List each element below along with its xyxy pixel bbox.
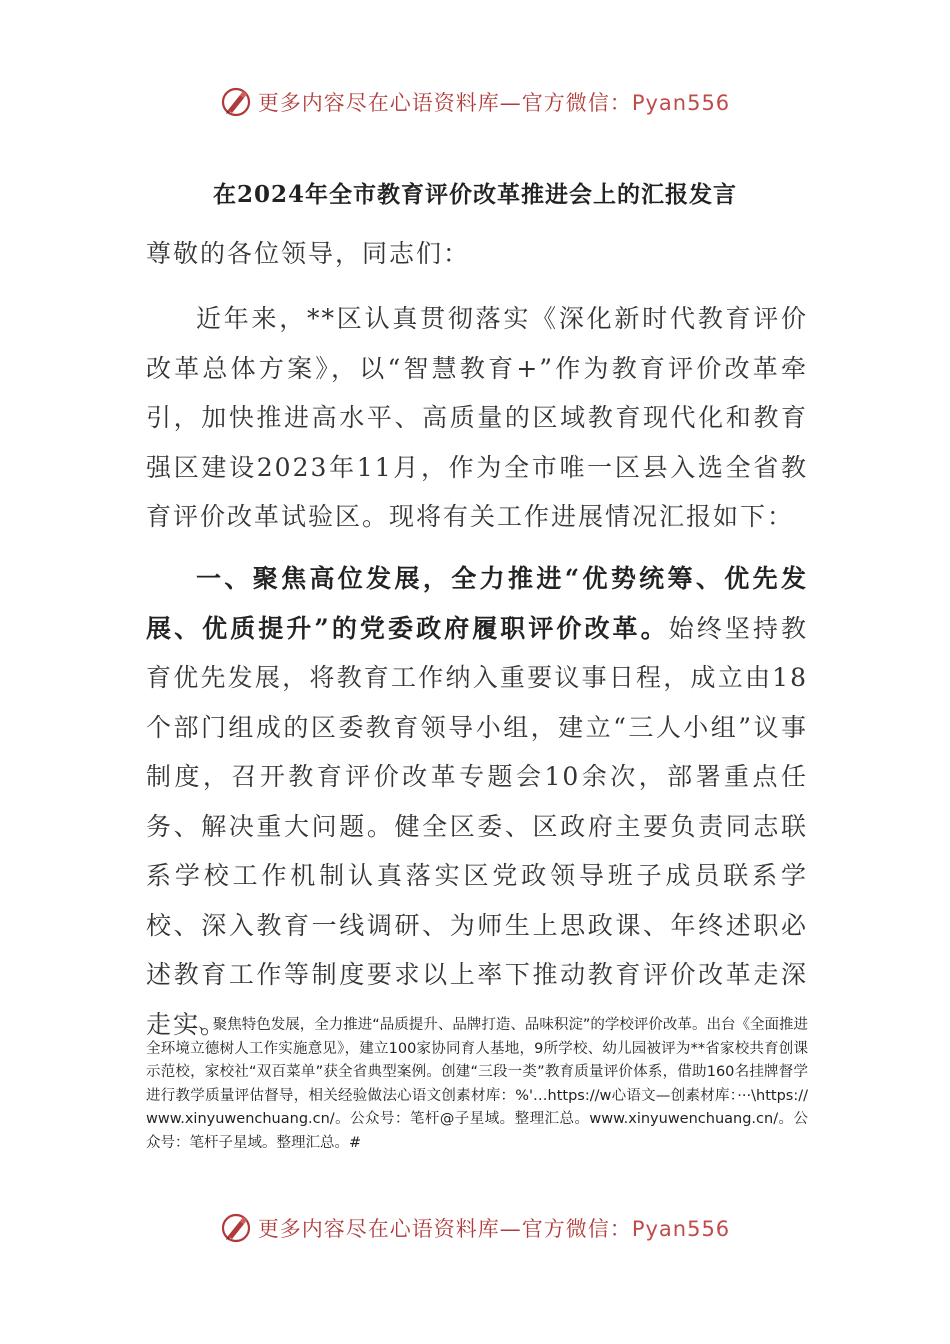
salutation: 尊敬的各位领导，同志们： [146,239,471,268]
pen-logo-icon [220,86,252,118]
pen-logo-icon [220,1212,252,1244]
watermark-label: 更多内容尽在心语资料库—官方微信： [257,1217,632,1241]
watermark-wechat-id: Pyan556 [631,91,731,115]
watermark-label: 更多内容尽在心语资料库—官方微信： [257,91,632,115]
watermark-text [258,1213,730,1243]
section-two-paragraph: 二、聚焦特色发展，全力推进“品质提升、品牌打造、品味积淀”的学校评价改革。出台《全面推进全环境立德树人工作实施意见》，建立100家协同育人基地，9所学校、幼儿园被评为**省家校共育创课示范校，家校社“双百菜单”获全省典型案例。创建“三段一类”教育质量评价体系，借助160名挂牌督学进行教学质量评估督导，相关经验做法心语文创素材库：%'…https://w心语文—创素材库：···\https://www.xinyuwenchuang.cn/。公众号：笔杆@子星域。整理汇总。www.xinyuwenchuang.cn/。公众号：笔杆子星域。整理汇总。# [146,1017,808,1151]
section-one-paragraph [146,554,808,1049]
watermark-wechat-id: Pyan556 [631,1217,731,1241]
watermark-text [258,87,730,117]
section-one-body: 始终坚持教育优先发展，将教育工作纳入重要议事日程，成立由18个部门组成的区委教育领导小组，建立“三人小组”议事制度，召开教育评价改革专题会10余次，部署重点任务、解决重大问题。健全区委、区政府主要负责同志联系学校工作机制认真落实区党政领导班子成员联系学校、深入教育一线调研、为师生上思政课、年终述职必述教育工作等制度要求以上率下推动教育评价改革走深走实。 [146,613,808,1039]
intro-paragraph: 近年来，**区认真贯彻落实《深化新时代教育评价改革总体方案》，以“智慧教育+”作为教育评价改革牵引，加快推进高水平、高质量的区域教育现代化和教育强区建设2023年11月，作为全市唯一区县入选全省教育评价改革试验区。现将有关工作进展情况汇报如下： [146,304,808,531]
bottom-watermark-banner [0,1208,950,1248]
top-watermark-banner [0,82,950,122]
section-one-heading: 一、聚焦高位发展，全力推进“优势统筹、优先发展、优质提升”的党委政府履职评价改革。 [146,564,808,643]
document-title: 在2024年全市教育评价改革推进会上的汇报发言 [212,181,737,208]
